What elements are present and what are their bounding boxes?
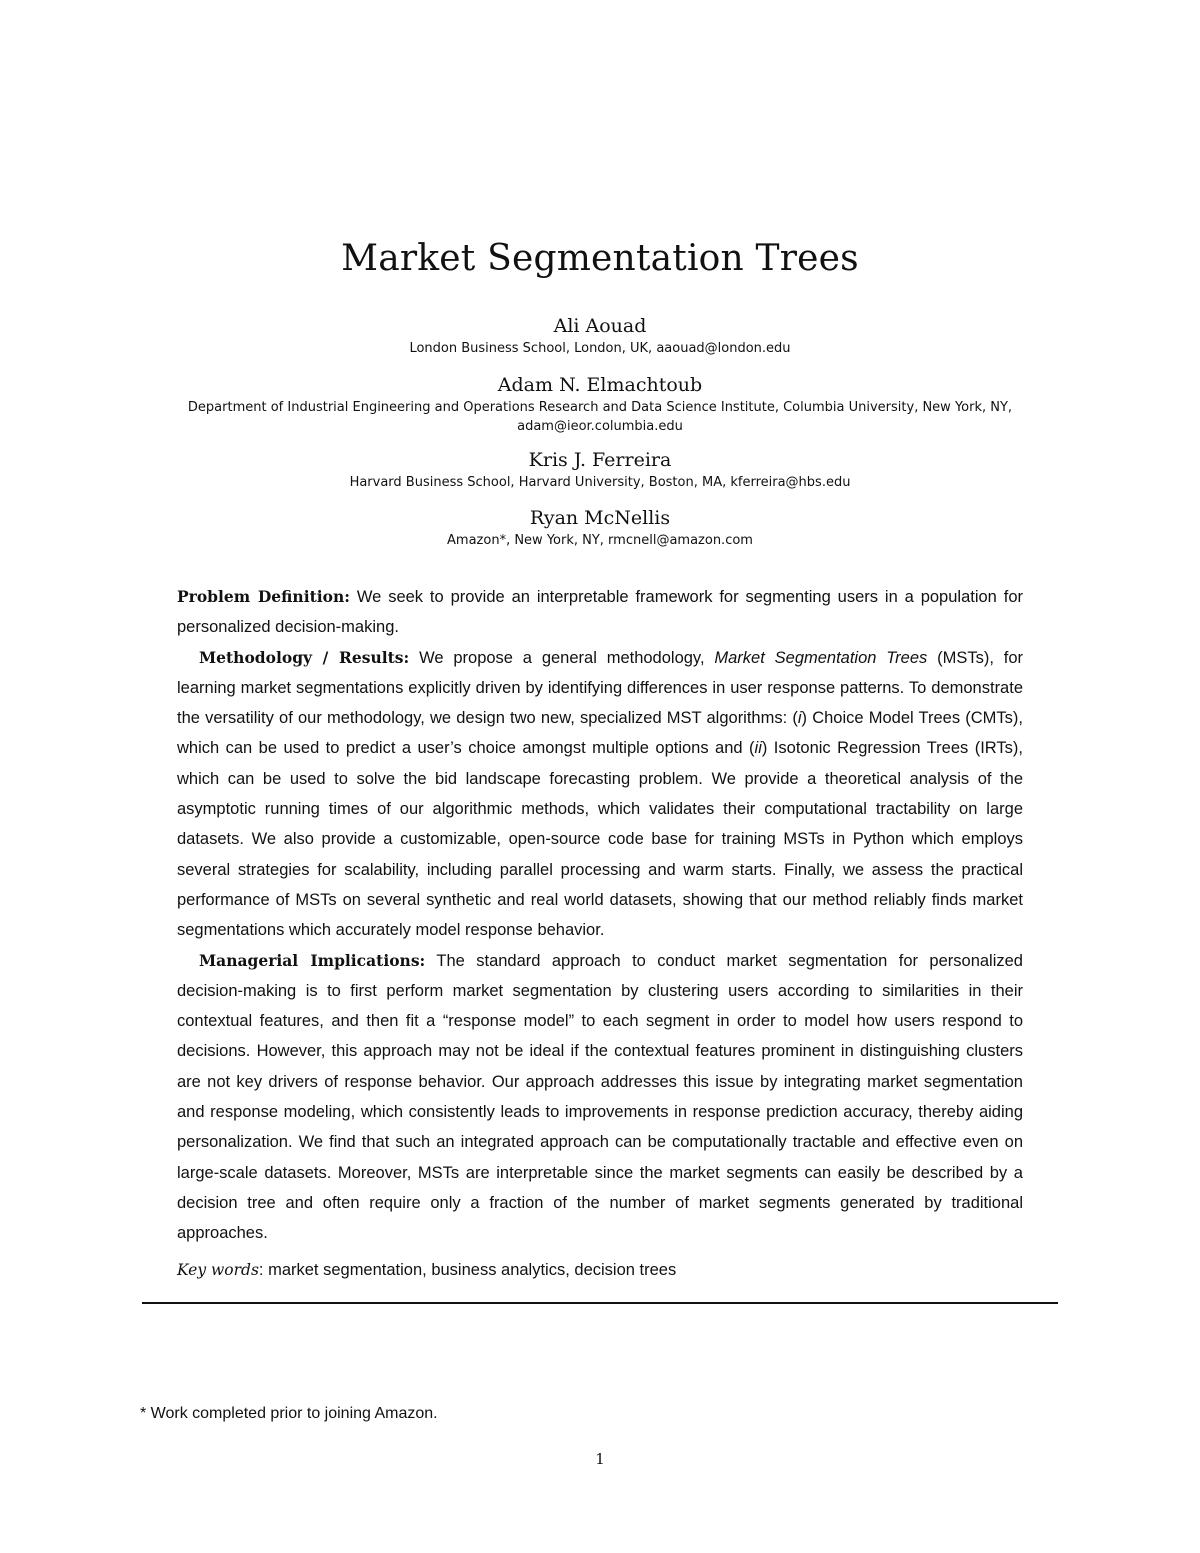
author-affiliation: London Business School, London, UK, aaouad@london.edu (409, 341, 791, 356)
methodology-label: Methodology / Results: (199, 647, 410, 667)
keywords-text: market segmentation, business analytics, decision trees (268, 1260, 677, 1279)
author-affiliation: adam@ieor.columbia.edu (517, 419, 683, 434)
problem-label: Problem Definition: (177, 587, 350, 606)
author-affiliation: Harvard Business School, Harvard University, Boston, MA, kferreira@hbs.edu (349, 475, 851, 490)
keywords-colon: : (258, 1260, 269, 1279)
methodology-text: ) Isotonic Regression Trees (IRTs), which can be used to solve the bid landscape forecasting problem. We provide a theoretical analysis of the asymptotic running times of our algorithmic methods, which validates their computational tractability on large datasets. We also provide a customizable, open-source code base for training MSTs in Python which employs several strategies for scalability, including parallel processing and warm starts. Finally, we assess the practical performance of MSTs on several synthetic and real world datasets, showing that our method reliably finds market segmentations which accurately model response behavior. (177, 739, 1024, 940)
author-name: Ryan McNellis (529, 507, 671, 529)
author-block-1 (0, 313, 1200, 358)
abstract-problem-paragraph (177, 582, 1023, 643)
managerial-text: The standard approach to conduct market segmentation for personalized decision-making is to first perform market segmentation by clustering users according to similarities in their contextual features, and then fit a “response model” to each segment in order to model how users respond to decisions. However, this approach may not be ideal if the contextual features prominent in distinguishing clusters are not key drivers of response behavior. Our approach addresses this issue by integrating market segmentation and response modeling, which consistently leads to improvements in response prediction accuracy, thereby aiding personalization. We find that such an integrated approach can be computationally tractable and effective even on large-scale datasets. Moreover, MSTs are interpretable since the market segments can easily be described by a decision tree and often require only a fraction of the number of market segments generated by traditional approaches. (177, 951, 1023, 1243)
keywords-label: Key words (177, 1260, 259, 1279)
abstract-managerial-paragraph (177, 946, 1023, 1249)
problem-text: We seek to provide an interpretable framework for segmenting users in a population for personalized decision-making. (177, 588, 1023, 637)
author-name: Kris J. Ferreira (528, 449, 672, 471)
methodology-text: ) Choice Model Trees (CMTs), which can be used to predict a user’s choice amongst multiple options and ( (177, 709, 1023, 758)
abstract (177, 582, 1023, 1285)
author-affiliation: Department of Industrial Engineering and Operations Research and Data Science Institute, Columbia University, New York, NY, (187, 400, 1013, 415)
keywords-paragraph (177, 1255, 1023, 1285)
author-block-2 (0, 372, 1200, 436)
author-block-4 (0, 505, 1200, 550)
methodology-emphasis: Market Segmentation Trees (714, 648, 928, 667)
section-rule (142, 1302, 1058, 1304)
author-name: Adam N. Elmachtoub (497, 374, 703, 396)
paper-title: Market Segmentation Trees (341, 238, 859, 279)
methodology-text: (MSTs), for learning market segmentations explicitly driven by identifying differences in user response patterns. To demonstrate the versatility of our methodology, we design two new, specialized MST algorithms: ( (177, 648, 1023, 728)
author-affiliation: Amazon*, New York, NY, rmcnell@amazon.com (447, 533, 753, 548)
abstract-methodology-paragraph (177, 643, 1023, 946)
author-name: Ali Aouad (553, 315, 647, 337)
page-number: 1 (595, 1450, 605, 1468)
methodology-text: We propose a general methodology, (409, 648, 715, 667)
enum-marker: ii (754, 739, 762, 758)
enum-marker: i (797, 709, 802, 728)
footnote: * Work completed prior to joining Amazon. (140, 1405, 438, 1422)
author-block-3 (0, 447, 1200, 492)
managerial-label: Managerial Implications: (199, 950, 426, 970)
